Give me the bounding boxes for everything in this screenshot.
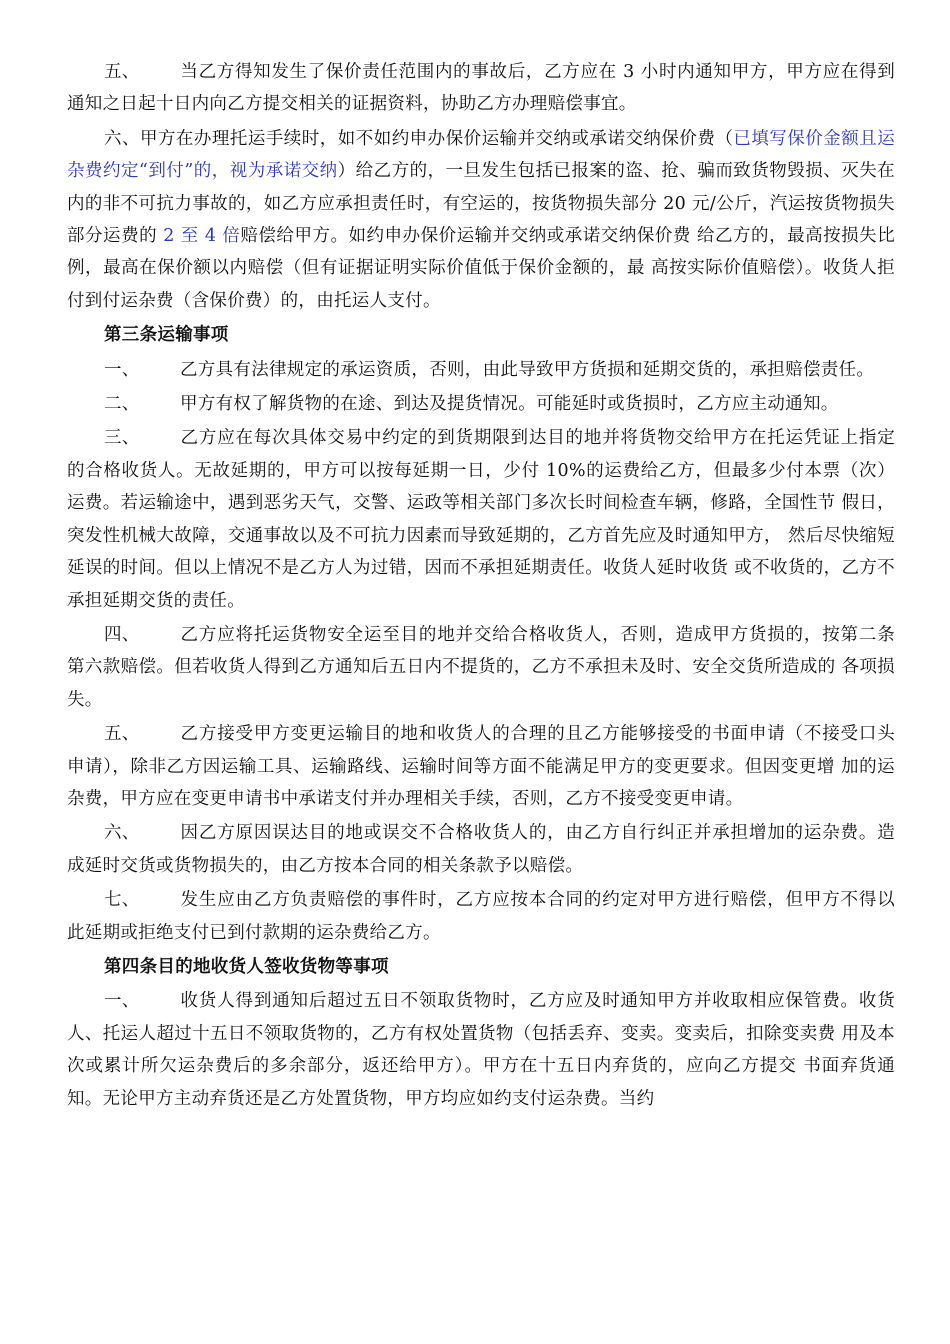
clause-text-part: 六、甲方在办理托运手续时，如不如约申办保价运输并交纳或承诺交纳保价费（ (104, 128, 734, 149)
document-page (67, 56, 895, 1117)
clause-text: 乙方具有法律规定的承运资质，否则，由此导致甲方货损和延期交货的，承担赔偿责任。 (180, 359, 875, 380)
highlighted-text: 已填写保价金额且运杂费约定“到付”的，视为承诺交纳 (67, 128, 895, 182)
clause-text: 当乙方得知发生了保价责任范围内的事故后，乙方应在 3 小时内通知甲方，甲方应在得到 通知之日起十日内向乙方提交相关的证据资料，协助乙方办理赔偿事宜。 (67, 62, 895, 115)
clause-text: 收货人得到通知后超过五日不领取货物时，乙方应及时通知甲方并收取相应保管费。收货 人、托运人超过十五日不领取货物的，乙方有权处置货物（包括丢弃、变卖。变卖后，扣除变卖费 用及本次或累计所欠运杂费后的多余部分，返还给甲方）。甲方在十五日内弃货的，应向乙方提交 书面弃货通知。无论甲方主动弃货还是乙方处置货物，甲方均应如约支付运杂费。当约 (67, 991, 895, 1109)
clause-number: 二、 (104, 394, 140, 415)
clause-text-part: ）给乙方的，一旦发生包括已报案的盗、抢、骗而致货物毁损、灭失在内的非不可抗力事故的，如乙方应承担责任时，有空运的，按货物损失部分 20 元/公斤，汽运按货物损失部分运费的 (67, 161, 895, 247)
clause-text: 乙方接受甲方变更运输目的地和收货人的合理的且乙方能够接受的书面申请（不接受口头 申请），除非乙方因运输工具、运输路线、运输时间等方面不能满足甲方的变更要求。但因变更增 加的运杂费，甲方应在变更申请书中承诺支付并办理相关手续，否则，乙方不接受变更申请。 (67, 724, 895, 809)
clause-3-7 (67, 884, 895, 949)
clause-3-1 (67, 354, 895, 386)
clause-2-5 (67, 56, 895, 121)
clause-3-4 (67, 619, 895, 716)
clause-text-part: 赔偿给甲方。如约申办保价运输并交纳或承诺交纳保价费 给乙方的，最高按损失比例，最高在保价额以内赔偿（但有证据证明实际价值低于保价金额的，最 高按实际价值赔偿）。收货人拒付到付运杂费（含保价费）的，由托运人支付。 (67, 226, 895, 311)
clause-3-3 (67, 422, 895, 616)
clause-number: 六、 (104, 823, 140, 844)
clause-number: 一、 (104, 991, 140, 1012)
clause-2-6 (67, 123, 895, 317)
clause-3-2 (67, 388, 895, 420)
clause-text: 发生应由乙方负责赔偿的事件时，乙方应按本合同的约定对甲方进行赔偿，但甲方不得以 此延期或拒绝支付已到付款期的运杂费给乙方。 (67, 890, 895, 943)
clause-text: 乙方应在每次具体交易中约定的到货期限到达目的地并将货物交给甲方在托运凭证上指定 的合格收货人。无故延期的，甲方可以按每延期一日，少付 10%的运费给乙方，但最多少付本票（次） 运费。若运输途中，遇到恶劣天气，交警、运政等相关部门多次长时间检查车辆，修路，全国性节 假日，突发性机械大故障，交通事故以及不可抗力因素而导致延期的，乙方首先应及时通知甲方， 然后尽快缩短延误的时间。但以上情况不是乙方人为过错，因而不承担延期责任。收货人延时收货 或不收货的，乙方不承担延期交货的责任。 (67, 428, 895, 611)
clause-text: 因乙方原因误达目的地或误交不合格收货人的，由乙方自行纠正并承担增加的运杂费。造 成延时交货或货物损失的，由乙方按本合同的相关条款予以赔偿。 (67, 823, 895, 876)
article-3-heading: 第三条运输事项 (104, 325, 229, 346)
clause-text: 乙方应将托运货物安全运至目的地并交给合格收货人，否则，造成甲方货损的，按第二条 第六款赔偿。但若收货人得到乙方通知后五日内不提货的，乙方不承担未及时、安全交货所造成的 各项损失。 (67, 624, 895, 710)
clause-4-1 (67, 985, 895, 1115)
clause-number: 五、 (104, 62, 140, 82)
clause-number: 四、 (104, 624, 140, 645)
clause-3-6 (67, 817, 895, 882)
clause-3-5 (67, 718, 895, 815)
clause-number: 一、 (104, 359, 140, 380)
clause-text: 甲方有权了解货物的在途、到达及提货情况。可能延时或货损时，乙方应主动通知。 (180, 394, 839, 415)
clause-number: 三、 (104, 428, 140, 449)
article-4-heading: 第四条目的地收货人签收货物等事项 (104, 956, 389, 977)
clause-number: 七、 (104, 890, 140, 911)
highlighted-text: 2 至 4 倍 (163, 226, 241, 247)
clause-number: 五、 (104, 724, 140, 745)
